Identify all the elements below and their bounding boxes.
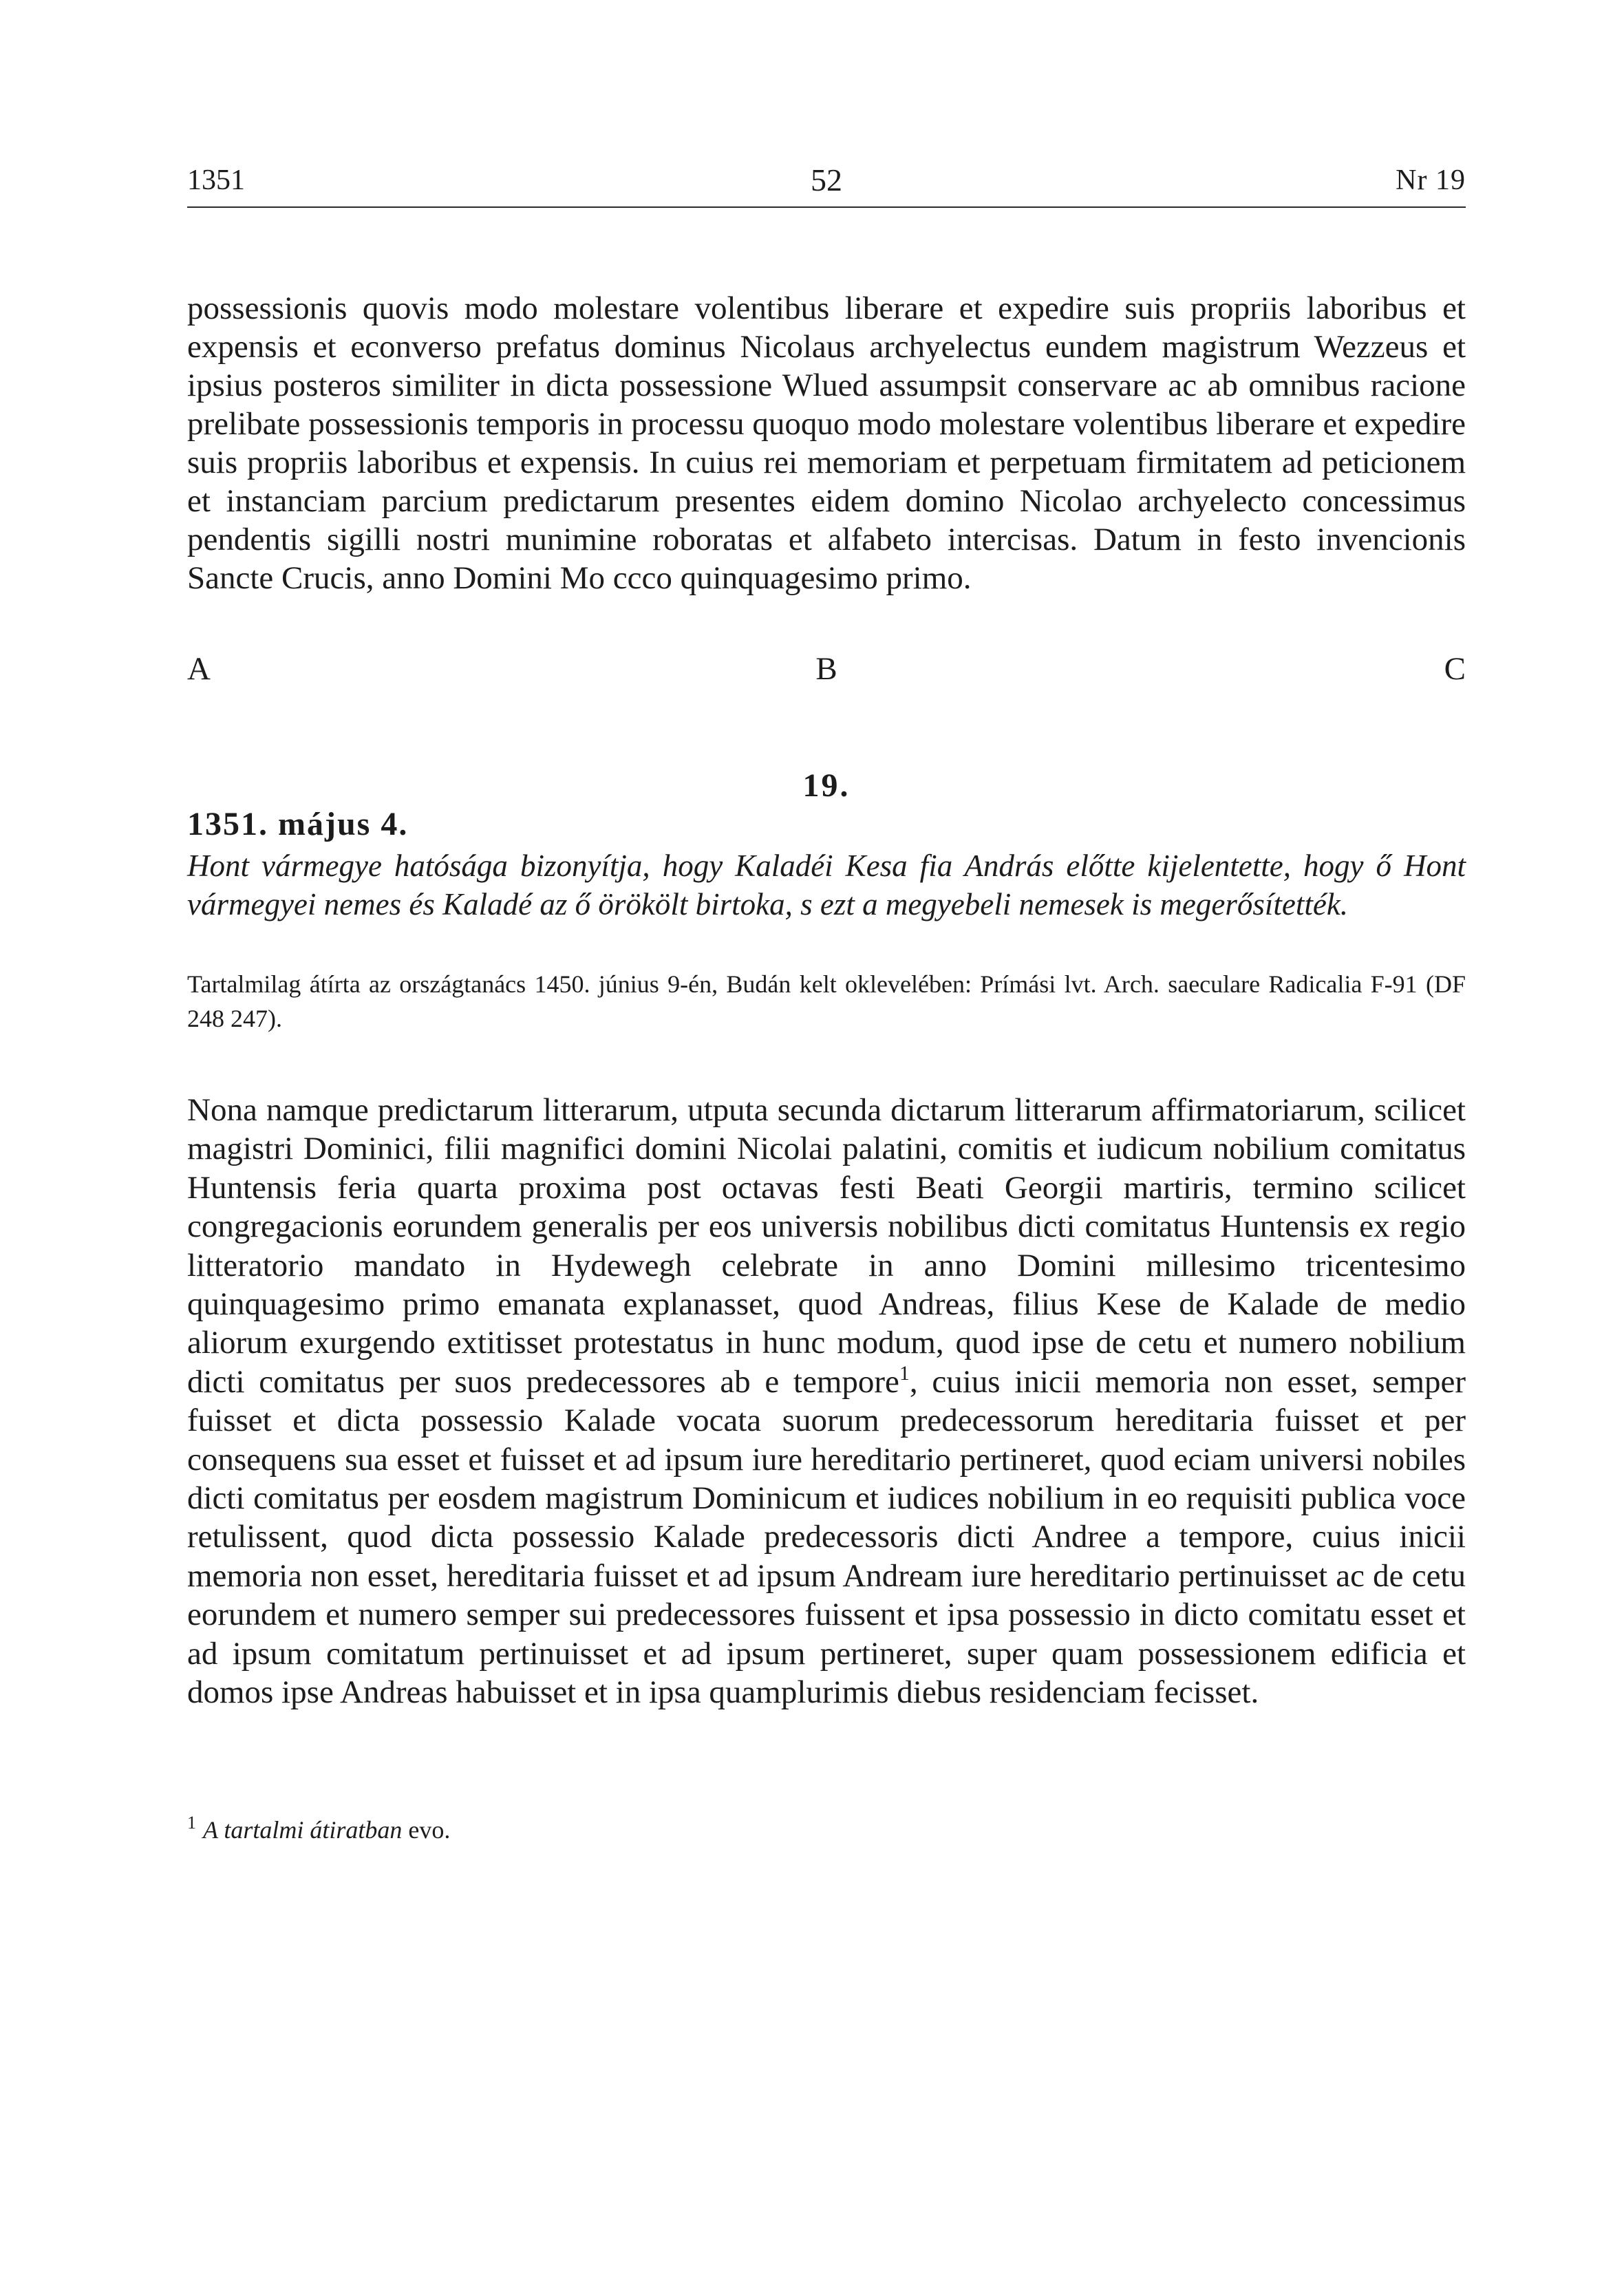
charter-text bbox=[187, 1091, 1466, 1712]
header-year: 1351 bbox=[187, 164, 245, 196]
chirograph-letters bbox=[187, 650, 1466, 688]
page-number: 52 bbox=[811, 162, 842, 198]
continued-charter-text: possessionis quovis modo molestare volentibus liberare et expedire suis propriis laboribus et expensis et econverso prefatus dominus Nicolaus archyelectus eundem magistrum Wezzeus et ipsius posteros similiter in dicta possessione Wlued assumpsit conservare ac ab omnibus racione prelibate possessionis temporis in processu quoquo modo molestare volentibus liberare et expedire suis propriis laboribus et expensis. In cuius rei memoriam et perpetuam firmitatem ad peticionem et instanciam parcium predictarum presentes eidem domino Nicolao archyelecto concessimus pendentis sigilli nostri munimine roboratas et alfabeto intercisas. Datum in festo invencionis Sancte Crucis, anno Domini Mo ccco quinquagesimo primo. bbox=[187, 290, 1466, 596]
running-head bbox=[187, 160, 1466, 201]
source-note: Tartalmilag átírta az országtanács 1450. június 9-én, Budán kelt oklevelében: Prímási lvt. Arch. saeculare Radicalia F-91 (DF 248 247). bbox=[187, 970, 1466, 1032]
document-number: 19. bbox=[802, 767, 851, 804]
footnote-plain-text: evo. bbox=[402, 1816, 451, 1844]
chirograph-letter-c: C bbox=[1444, 651, 1466, 687]
charter-text-part1: Nona namque predictarum litterarum, utputa secunda dictarum litterarum affirmatoriarum, scilicet magistri Dominici, filii magnifici domini Nicolai palatini, comitis et iudicum nobilium comitatus Huntensis feria quarta proxima post octavas festi Beati Georgii martiris, termino scilicet congregacionis eorundem generalis per eos universis nobilibus dicti comitatus Huntensis ex regio litteratorio mandato in Hydewegh celebrate in anno Domini millesimo tricentesimo quinquagesimo primo emanata explanasset, quod Andreas, filius Kese de Kalade de medio aliorum exurgendo extitisset protestatus in hunc modum, quod ipse de cetu et numero nobilium dicti comitatus per suos predecessores ab e tempore bbox=[187, 1092, 1466, 1400]
charter-text-part2: , cuius inicii memoria non esset, semper fuisset et dicta possessio Kalade vocata suorum predecessorum hereditaria fuisset et per consequens sua esset et fuisset et ad ipsum iure hereditario pertineret, quod eciam universi nobiles dicti comitatus per eosdem magistrum Dominicum et iudices nobilium in eo requisiti publica voce retulissent, quod dicta possessio Kalade predecessoris dicti Andree a tempore, cuius inicii memoria non esset, hereditaria fuisset et ad ipsum Andream iure hereditario pertinuisset ac de cetu eorundem et numero semper sui predecessores fuissent et ipsa possessio in dicto comitatu esset et ad ipsum comitatum pertinuisset et ad ipsum pertineret, super quam possessionem edificia et domos ipse Andreas habuisset et in ipsa quamplurimis diebus residenciam fecisset. bbox=[187, 1363, 1466, 1711]
page bbox=[187, 0, 1466, 2271]
footnote bbox=[187, 1813, 450, 1847]
document-summary: Hont vármegye hatósága bizonyítja, hogy Kaladéi Kesa fia András előtte kijelentette, hogy ő Hont vármegyei nemes és Kaladé az ő örökölt birtoka, s ezt a megyebeli nemesek is megerősítették. bbox=[187, 849, 1466, 921]
chirograph-letter-a: A bbox=[187, 651, 211, 687]
document-reference: Nr 19 bbox=[1396, 164, 1466, 196]
footnote-italic-text: A tartalmi átiratban bbox=[203, 1816, 403, 1844]
chirograph-letter-b: B bbox=[815, 651, 837, 687]
header-rule bbox=[187, 206, 1466, 208]
footnote-number: 1 bbox=[187, 1813, 196, 1833]
footnote-reference[interactable]: 1 bbox=[899, 1361, 910, 1385]
document-date: 1351. május 4. bbox=[187, 806, 409, 842]
